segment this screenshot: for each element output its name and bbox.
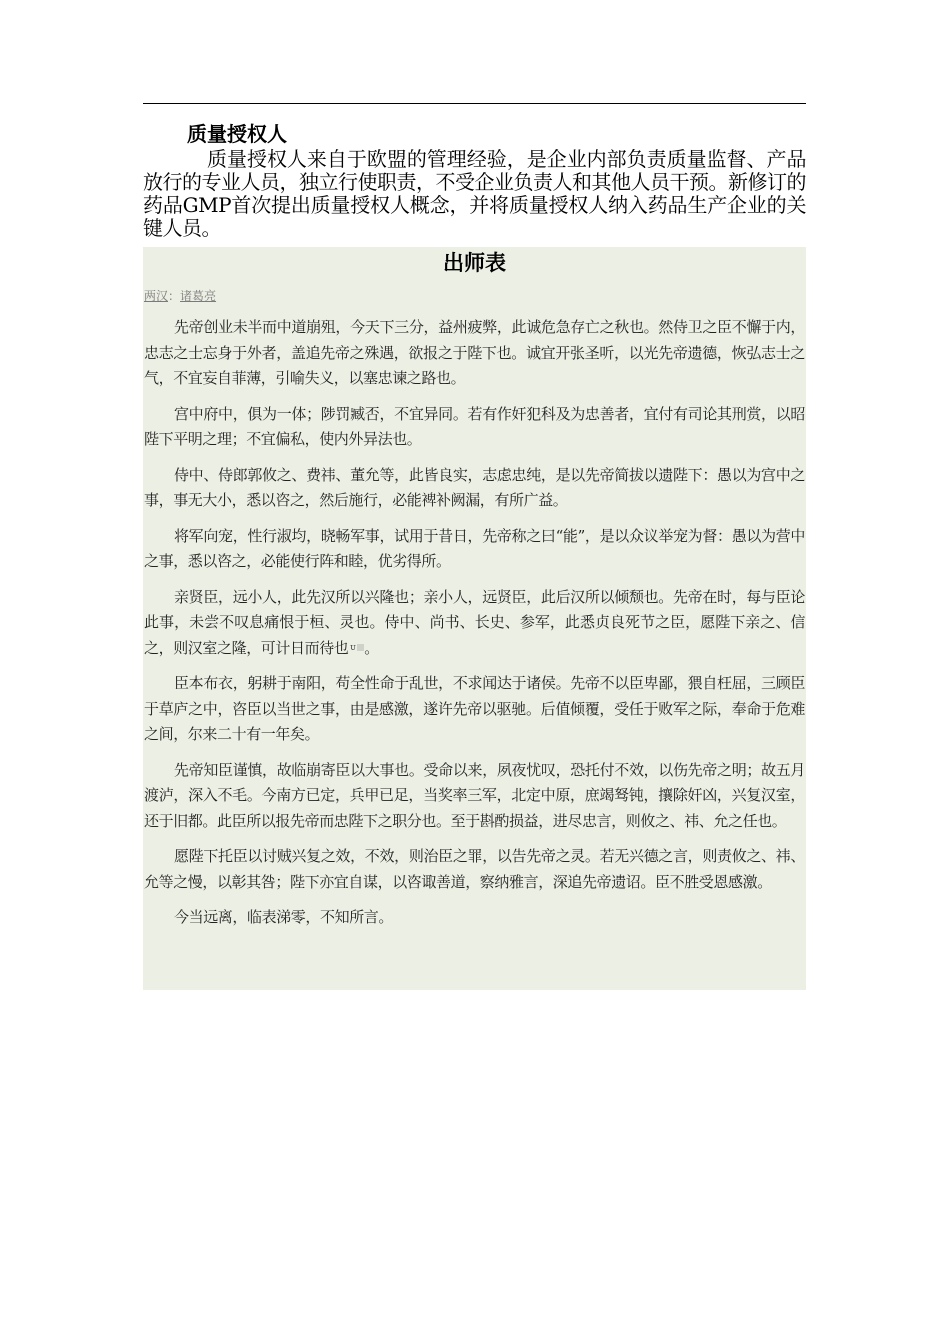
quality-authorized-person-section — [143, 120, 806, 240]
paragraph: 将军向宠，性行淑均，晓畅军事，试用于昔日，先帝称之曰“能”，是以众议举宠为督：愚以为营中之事，悉以咨之，必能使行阵和睦，优劣得所。 — [144, 526, 805, 570]
inline-marker-glyph: ᴜ — [350, 642, 356, 653]
paragraph — [144, 585, 805, 662]
section-body: 质量授权人来自于欧盟的管理经验，是企业内部负责质量监督、产品放行的专业人员，独立行使职责，不受企业负责人和其他人员干预。新修订的药品GMP首次提出质量授权人概念，并将质量授权人纳入药品生产企业的关键人员。 — [143, 147, 806, 240]
dynasty-link[interactable]: 两汉 — [144, 289, 169, 303]
paragraph: 先帝创业未半而中道崩殂，今天下三分，益州疲弊，此诚危急存亡之秋也。然侍卫之臣不懈于内，忠志之士忘身于外者，盖追先帝之殊遇，欲报之于陛下也。诚宜开张圣听，以光先帝遗德，恢弘志士之气，不宜妄自菲薄，引喻失义，以塞忠谏之路也。 — [144, 318, 805, 387]
article-title: 出师表 — [443, 251, 506, 275]
paragraph: 侍中、侍郎郭攸之、费祎、董允等，此皆良实，志虑忠纯，是以先帝简拔以遗陛下：愚以为宫中之事，事无大小，悉以咨之，然后施行，必能裨补阙漏，有所广益。 — [144, 465, 805, 509]
paragraph-tail: 。 — [364, 638, 379, 657]
header-rule — [143, 103, 806, 104]
article-box — [143, 247, 806, 990]
paragraph: 今当远离，临表涕零，不知所言。 — [174, 908, 394, 927]
section-heading: 质量授权人 — [187, 122, 287, 146]
byline-separator: ： — [168, 289, 181, 303]
paragraph-text: 亲贤臣，远小人，此先汉所以兴隆也；亲小人，远贤臣，此后汉所以倾颓也。先帝在时，每与臣论此事，未尝不叹息痛恨于桓、灵也。侍中、尚书、长史、参军，此悉贞良死节之臣，愿陛下亲之、信之，则汉室之隆，可计日而待也 — [144, 587, 805, 657]
author-link[interactable]: 诸葛亮 — [180, 289, 217, 303]
paragraph: 宫中府中，俱为一体；陟罚臧否，不宜异同。若有作奸犯科及为忠善者，宜付有司论其刑赏，以昭陛下平明之理；不宜偏私，使内外异法也。 — [144, 404, 805, 448]
paragraph: 臣本布衣，躬耕于南阳，苟全性命于乱世，不求闻达于诸侯。先帝不以臣卑鄙，猥自枉屈，三顾臣于草庐之中，咨臣以当世之事，由是感激，遂许先帝以驱驰。后值倾覆，受任于败军之际，奉命于危难之间，尔来二十有一年矣。 — [144, 674, 805, 744]
paragraph: 先帝知臣谨慎，故临崩寄臣以大事也。受命以来，夙夜忧叹，恐托付不效，以伤先帝之明；故五月渡泸，深入不毛。今南方已定，兵甲已足，当奖率三军，北定中原，庶竭驽钝，攘除奸凶，兴复汉室，还于旧都。此臣所以报先帝而忠陛下之职分也。至于斟酌损益，进尽忠言，则攸之、祎、允之任也。 — [144, 760, 805, 830]
byline — [144, 287, 805, 305]
paragraph: 愿陛下托臣以讨贼兴复之效，不效，则治臣之罪，以告先帝之灵。若无兴德之言，则责攸之、祎、允等之慢，以彰其咎；陛下亦宜自谋，以咨诹善道，察纳雅言，深追先帝遗诏。臣不胜受恩感激。 — [144, 847, 805, 891]
inline-marker-icon — [350, 636, 364, 662]
